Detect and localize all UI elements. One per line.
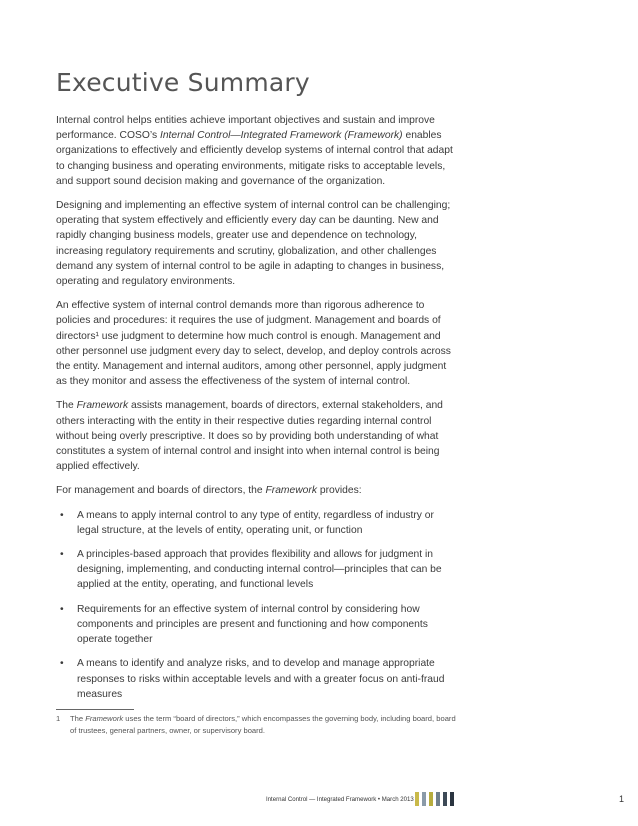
- italic-text: Framework: [265, 485, 317, 497]
- color-bar: [422, 792, 426, 806]
- page-number: 1: [618, 794, 624, 804]
- italic-text: Framework: [85, 714, 124, 723]
- footnote: [56, 713, 456, 737]
- color-bar: [443, 792, 447, 806]
- color-bar: [429, 792, 433, 806]
- italic-text: Internal Control—Integrated Framework (Framework): [159, 130, 403, 142]
- bullet-list: [56, 508, 456, 702]
- paragraph: The Framework assists management, boards of directors, external stakeholders, and others interacting with the entity in their respective duties regarding internal control without being overly prescriptive. It does so by providing both understanding of what constitutes a system of internal control and insight into when internal control is being applied effectively.: [56, 400, 443, 473]
- list-item: • A means to identify and analyze risks, and to develop and manage appropriate responses to risks within acceptable levels and with a greater focus on anti-fraud measures: [60, 656, 456, 702]
- italic-text: Framework: [76, 400, 129, 412]
- color-bar: [436, 792, 440, 806]
- footer-publication-info: Internal Control — Integrated Framework • March 2013: [266, 796, 414, 803]
- list-item: • A means to apply internal control to any type of entity, regardless of industry or legal structure, at the levels of entity, operating unit, or function: [60, 508, 456, 538]
- footnote-divider: [56, 709, 134, 710]
- color-bar: [450, 792, 454, 806]
- color-bar: [415, 792, 419, 806]
- list-item: • Requirements for an effective system of internal control by considering how components and principles are present and functioning and how components operate together: [60, 602, 456, 648]
- footnote-text: The Framework uses the term “board of directors,” which encompasses the governing body, including board, board of trustees, general partners, owner, or supervisory board.: [70, 714, 456, 735]
- list-item: • A principles-based approach that provides flexibility and allows for judgment in designing, implementing, and conducting internal control—principles that can be applied at the entity, operating, and functional levels: [60, 547, 456, 593]
- main-body: [56, 113, 456, 711]
- paragraph: For management and boards of directors, the Framework provides:: [56, 485, 362, 497]
- footer-color-bars-logo: [415, 792, 455, 806]
- paragraph: Internal control helps entities achieve important objectives and sustain and improve performance. COSO’s Internal Control—Integrated Framework (Framework) enables organizations to effectively and efficiently develop systems of internal control that adapt to changing business and operating environments, mitigate risks to acceptable levels, and support sound decision making and governance of the organization.: [56, 115, 453, 187]
- footnote-number: 1: [56, 714, 61, 723]
- paragraph: An effective system of internal control demands more than rigorous adherence to policies and procedures: it requires the use of judgment. Management and boards of directors¹ use judgment to determine how much control is enough. Management and other personnel use judgment every day to select, develop, and deploy controls across the entity. Management and internal auditors, among other personnel, apply judgment as they monitor and assess the effectiveness of the system of internal control.: [56, 300, 451, 388]
- paragraph: Designing and implementing an effective system of internal control can be challenging; operating that system effectively and efficiently every day can be daunting. New and rapidly changing business models, greater use and dependence on technology, increasing regulatory requirements and scrutiny, globalization, and other challenges demand any system of internal control to be agile in adapting to changes in business, operating and regulatory environments.: [56, 200, 451, 288]
- page-title: Executive Summary: [56, 68, 310, 97]
